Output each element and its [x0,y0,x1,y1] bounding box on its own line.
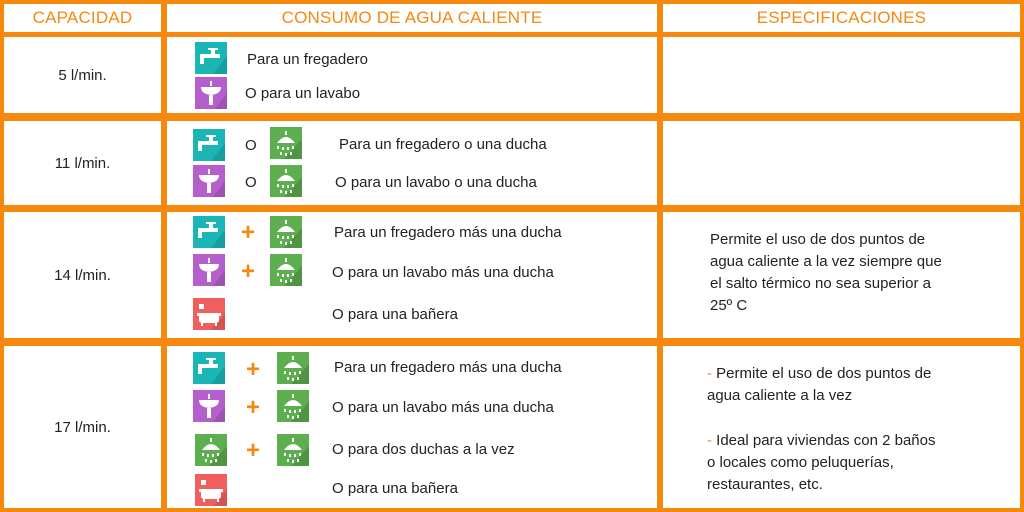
shower-icon [277,352,309,384]
shower-icon [270,165,302,197]
plus-icon: + [240,258,255,285]
shower-icon [270,127,302,159]
consumption-line: O para una bañera [332,306,458,323]
header-specs [663,4,1020,32]
consumption-line: O para un lavabo o una ducha [335,174,537,191]
shower-icon [277,434,309,466]
header-specs-label: ESPECIFICACIONES [756,8,927,27]
consumption-line: O para un lavabo más una ducha [332,264,554,281]
faucet-icon [193,129,225,161]
spec-dash: - [707,365,712,382]
consumption-line: O para dos duchas a la vez [332,441,515,458]
capacity-cell-row-1 [4,37,161,113]
consumption-line: O para un lavabo más una ducha [332,399,554,416]
plus-icon: + [245,356,260,383]
header-capacity [4,4,161,32]
shower-icon [270,254,302,286]
spec-line [707,363,931,385]
bathtub-icon [195,474,227,506]
bathtub-icon [193,298,225,330]
capacity-value: 14 l/min. [54,266,111,284]
faucet-icon [193,352,225,384]
shower-icon [270,216,302,248]
capacity-value: 11 l/min. [54,154,111,172]
consumption-cell-row-4 [167,346,657,508]
sink-icon [195,77,227,109]
spec-line: agua caliente a la vez siempre que [710,253,942,270]
capacity-cell-row-2 [4,121,161,205]
faucet-icon [195,42,227,74]
consumption-line: Para un fregadero más una ducha [334,224,562,241]
shower-icon [195,434,227,466]
capacity-value: 5 l/min. [58,66,107,84]
consumption-cell-row-2 [167,121,657,205]
shower-icon [277,390,309,422]
sink-icon [193,165,225,197]
spec-line: Permite el uso de dos puntos de [710,231,926,248]
header-consumption-label: CONSUMO DE AGUA CALIENTE [281,8,543,27]
spec-line: agua caliente a la vez [707,387,853,404]
sink-icon [193,254,225,286]
consumption-line: O para una bañera [332,480,458,497]
consumption-line: Para un fregadero [247,51,368,68]
spec-line: o locales como peluquerías, [707,454,894,471]
capacity-cell-row-3 [4,212,161,338]
spec-dash: - [707,432,712,449]
header-consumption [167,4,657,32]
plus-icon: + [245,437,260,464]
spec-line [707,430,936,452]
capacity-cell-row-4 [4,346,161,508]
plus-icon: + [240,219,255,246]
spec-text: Permite el uso de dos puntos de [716,365,932,382]
consumption-line: Para un fregadero más una ducha [334,359,562,376]
faucet-icon [193,216,225,248]
capacity-value: 17 l/min. [54,418,111,436]
spec-cell-row-4 [663,346,1020,508]
spec-text: Ideal para viviendas con 2 baños [716,432,936,449]
sink-icon [193,390,225,422]
header-capacity-label: CAPACIDAD [32,8,133,27]
spec-cell-row-1 [663,37,1020,113]
consumption-line: Para un fregadero o una ducha [339,136,547,153]
consumption-cell-row-1 [167,37,657,113]
consumption-line: O para un lavabo [245,85,361,102]
consumption-cell-row-3 [167,212,657,338]
spec-cell-row-3 [663,212,1020,338]
or-connector: O [245,174,257,191]
spec-line: el salto térmico no sea superior a [710,275,931,292]
plus-icon: + [245,394,260,421]
or-connector: O [245,137,257,154]
spec-line: 25º C [710,297,748,314]
spec-cell-row-2 [663,121,1020,205]
spec-line: restaurantes, etc. [707,476,823,493]
